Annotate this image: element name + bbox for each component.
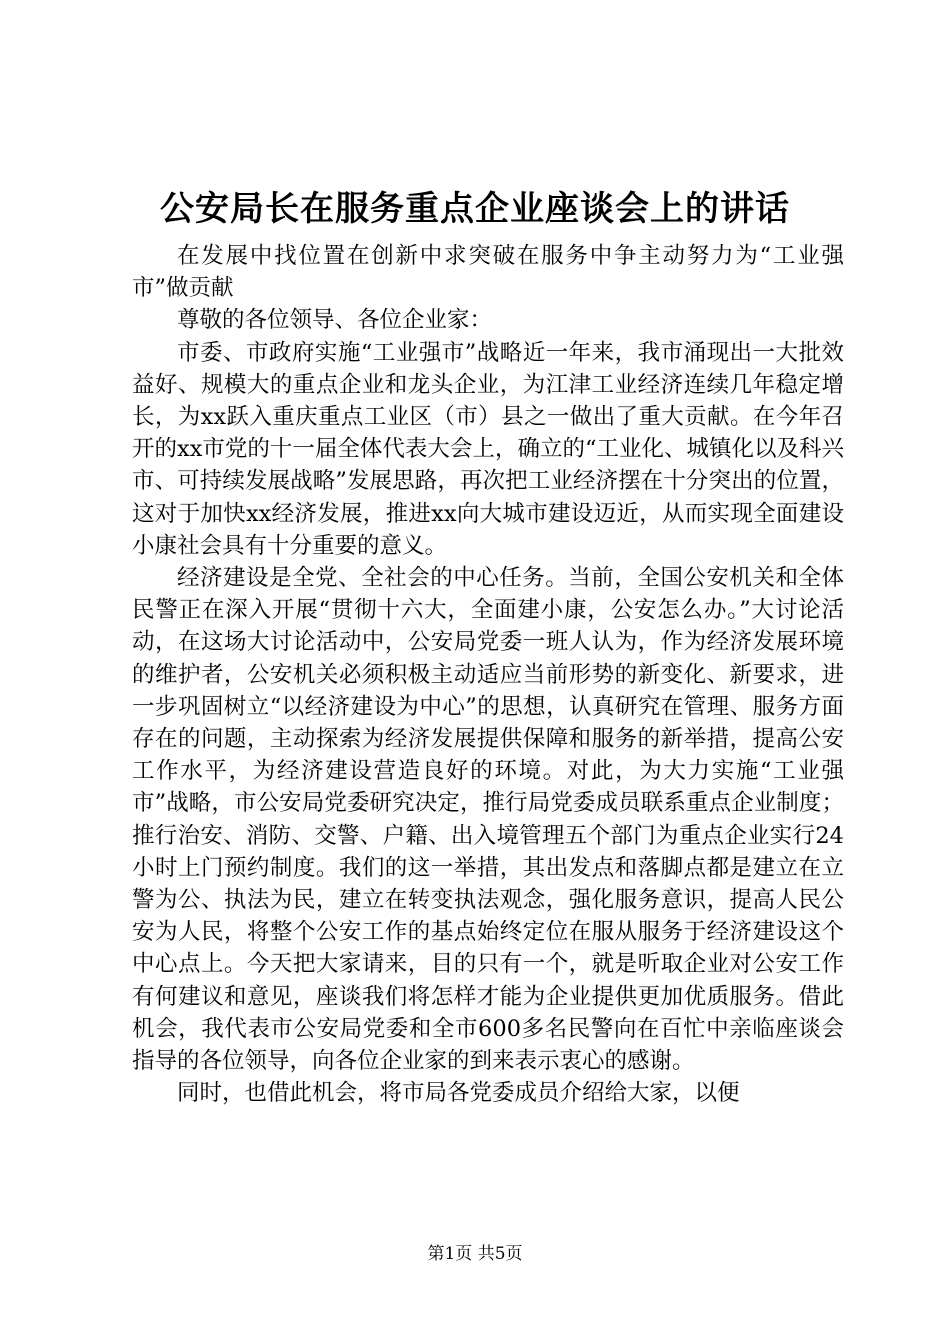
salutation: 尊敬的各位领导、各位企业家： xyxy=(177,307,493,334)
document-subtitle: 在发展中找位置在创新中求突破在服务中争主动努力为“工业强市”做贡献 xyxy=(132,243,844,302)
paragraph-2: 经济建设是全党、全社会的中心任务。当前，全国公安机关和全体民警正在深入开展“贯彻十六大，全面建小康，公安怎么办。”大讨论活动，在这场大讨论活动中，公安局党委一班人认为，作为经济发展环境的维护者，公安机关必须积极主动适应当前形势的新变化、新要求，进一步巩固树立“以经济建设为中心”的思想，认真研究在管理、服务方面存在的问题，主动探索为经济发展提供保障和服务的新举措，提高公安工作水平，为经济建设营造良好的环境。对此，为大力实施“工业强市”战略，市公安局党委研究决定，推行局党委成员联系重点企业制度；推行治安、消防、交警、户籍、出入境管理五个部门为重点企业实行24小时上门预约制度。我们的这一举措，其出发点和落脚点都是建立在立警为公、执法为民，建立在转变执法观念，强化服务意识，提高人民公安为人民，将整个公安工作的基点始终定位在服从服务于经济建设这个中心点上。今天把大家请来，目的只有一个，就是听取企业对公安工作有何建议和意见，座谈我们将怎样才能为企业提供更加优质服务。借此机会，我代表市公安局党委和全市600多名民警向在百忙中亲临座谈会指导的各位领导，向各位企业家的到来表示衷心的感谢。 xyxy=(132,565,844,1075)
document-title: 公安局长在服务重点企业座谈会上的讲话 xyxy=(160,189,790,229)
paragraph-1: 市委、市政府实施“工业强市”战略近一年来，我市涌现出一大批效益好、规模大的重点企业和龙头企业，为江津工业经济连续几年稳定增长，为xx跃入重庆重点工业区（市）县之一做出了重大贡献。在今年召开的xx市党的十一届全体代表大会上，确立的“工业化、城镇化以及科兴市、可持续发展战略”发展思路，再次把工业经济摆在十分突出的位置，这对于加快xx经济发展，推进xx向大城市建设迈近，从而实现全面建设小康社会具有十分重要的意义。 xyxy=(132,339,844,559)
document-body xyxy=(132,240,844,1109)
page-number: 第1页 共5页 xyxy=(427,1244,523,1264)
paragraph-3: 同时，也借此机会，将市局各党委成员介绍给大家，以便 xyxy=(177,1080,740,1107)
